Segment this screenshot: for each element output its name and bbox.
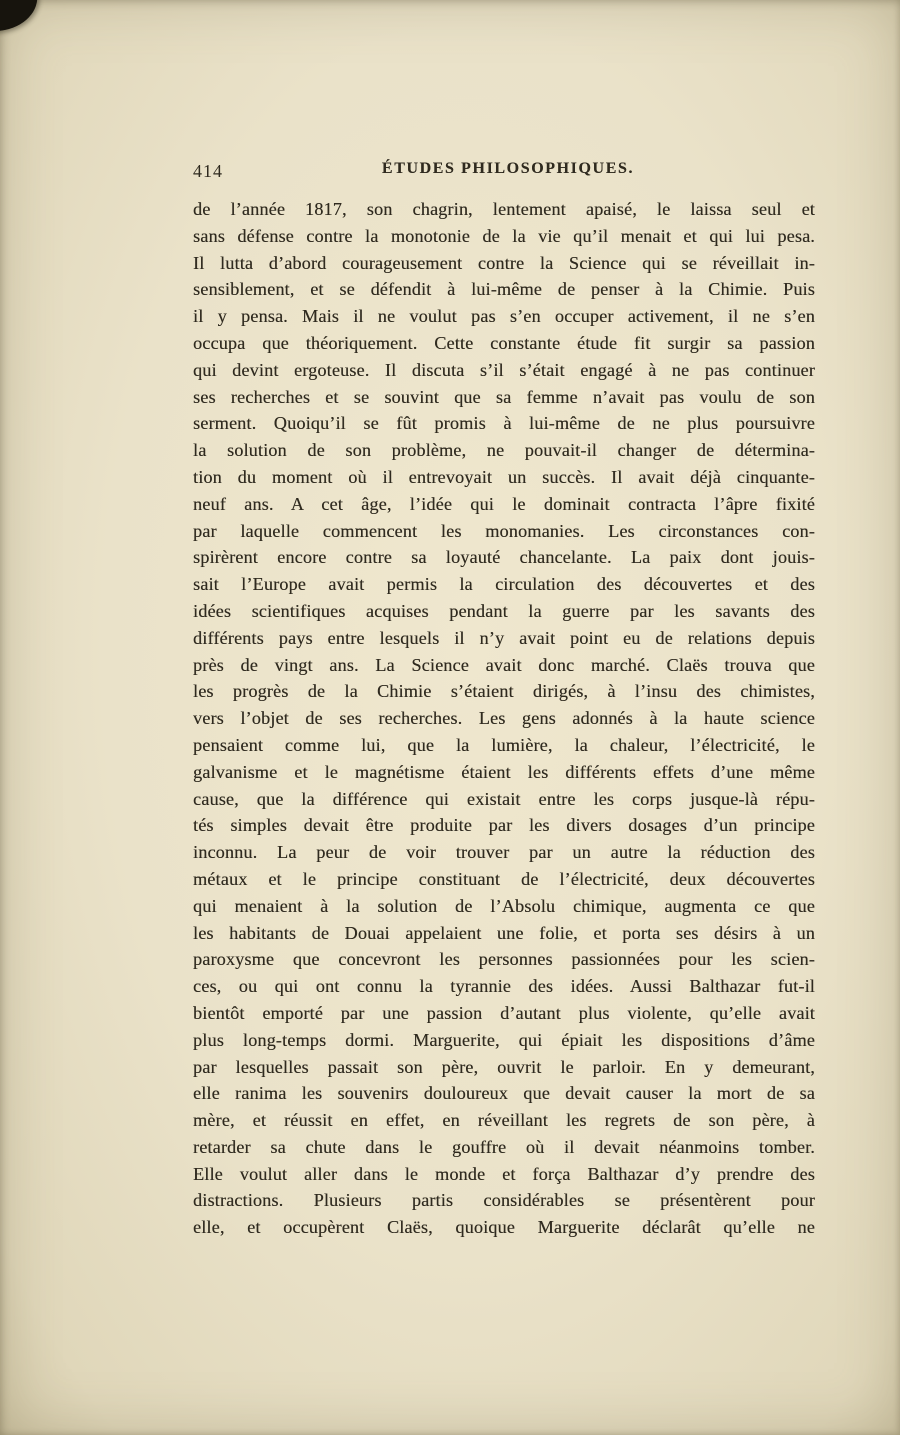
text-line: la solution de son problème, ne pouvait-il changer de détermina-	[193, 440, 815, 461]
text-line: tés simples devait être produite par les divers dosages d’un principe	[193, 815, 815, 836]
running-title: ÉTUDES PHILOSOPHIQUES.	[381, 160, 635, 177]
text-line: ces, ou qui ont connu la tyrannie des idées. Aussi Balthazar fut-il	[193, 976, 815, 997]
text-line: Il lutta d’abord courageusement contre la Science qui se réveillait in-	[193, 252, 815, 273]
text-line: Elle voulut aller dans le monde et força Balthazar d’y prendre des	[193, 1163, 815, 1184]
text-line: distractions. Plusieurs partis considérables se présentèrent pour	[193, 1190, 815, 1211]
text-line: qui devint ergoteuse. Il discuta s’il s’était engagé à ne pas continuer	[193, 359, 815, 380]
text-line: mère, et réussit en effet, en réveillant les regrets de son père, à	[193, 1110, 815, 1131]
text-line: plus long-temps dormi. Marguerite, qui épiait les dispositions d’âme	[193, 1029, 815, 1050]
text-line: près de vingt ans. La Science avait donc marché. Claës trouva que	[193, 654, 815, 675]
text-line: spirèrent encore contre sa loyauté chancelante. La paix dont jouis-	[193, 547, 815, 568]
text-line: occupa que théoriquement. Cette constante étude fit surgir sa passion	[193, 332, 815, 353]
text-line: différents pays entre lesquels il n’y avait point eu de relations depuis	[193, 627, 815, 648]
text-line: ses recherches et se souvint que sa femme n’avait pas voulu de son	[193, 386, 815, 407]
text-line: cause, que la différence qui existait entre les corps jusque-là répu-	[193, 788, 815, 809]
text-line: de l’année 1817, son chagrin, lentement apaisé, le laissa seul et	[193, 199, 815, 219]
text-line: inconnu. La peur de voir trouver par un autre la réduction des	[193, 842, 815, 863]
text-line: sait l’Europe avait permis la circulation des découvertes et des	[193, 574, 815, 595]
page-header	[193, 160, 815, 184]
text-line: retarder sa chute dans le gouffre où il devait néanmoins tomber.	[193, 1136, 815, 1157]
text-line: les habitants de Douai appelaient une folie, et porta ses désirs à un	[193, 922, 815, 943]
text-line: serment. Quoiqu’il se fût promis à lui-même de ne plus poursuivre	[193, 413, 815, 434]
text-line: par lesquelles passait son père, ouvrit le parloir. En y demeurant,	[193, 1056, 815, 1077]
text-line: vers l’objet de ses recherches. Les gens adonnés à la haute science	[193, 708, 815, 729]
text-line: idées scientifiques acquises pendant la guerre par les savants des	[193, 600, 815, 621]
scan-corner-artifact	[0, 0, 39, 31]
text-line: par laquelle commencent les monomanies. Les circonstances con-	[193, 520, 815, 541]
text-line: qui menaient à la solution de l’Absolu chimique, augmenta ce que	[193, 895, 815, 916]
text-line: elle ranima les souvenirs douloureux que devait causer la mort de sa	[193, 1083, 815, 1104]
text-line: il y pensa. Mais il ne voulut pas s’en occuper activement, il ne s’en	[193, 306, 815, 327]
text-line: galvanisme et le magnétisme étaient les différents effets d’une même	[193, 761, 815, 782]
text-block	[193, 196, 815, 1241]
text-line: pensaient comme lui, que la lumière, la chaleur, l’électricité, le	[193, 734, 815, 755]
text-line: bientôt emporté par une passion d’autant plus violente, qu’elle avait	[193, 1002, 815, 1023]
text-line: sans défense contre la monotonie de la vie qu’il menait et qui lui pesa.	[193, 225, 815, 246]
text-line: elle, et occupèrent Claës, quoique Marguerite déclarât qu’elle ne	[193, 1217, 815, 1238]
text-line: neuf ans. A cet âge, l’idée qui le dominait contracta l’âpre fixité	[193, 493, 815, 514]
text-line: tion du moment où il entrevoyait un succès. Il avait déjà cinquante-	[193, 466, 815, 487]
text-line: les progrès de la Chimie s’étaient dirigés, à l’insu des chimistes,	[193, 681, 815, 702]
text-line: métaux et le principe constituant de l’électricité, deux découvertes	[193, 868, 815, 889]
text-line: sensiblement, et se défendit à lui-même de penser à la Chimie. Puis	[193, 279, 815, 300]
page-number: 414	[193, 161, 223, 181]
text-line: paroxysme que concevront les personnes passionnées pour les scien-	[193, 949, 815, 970]
